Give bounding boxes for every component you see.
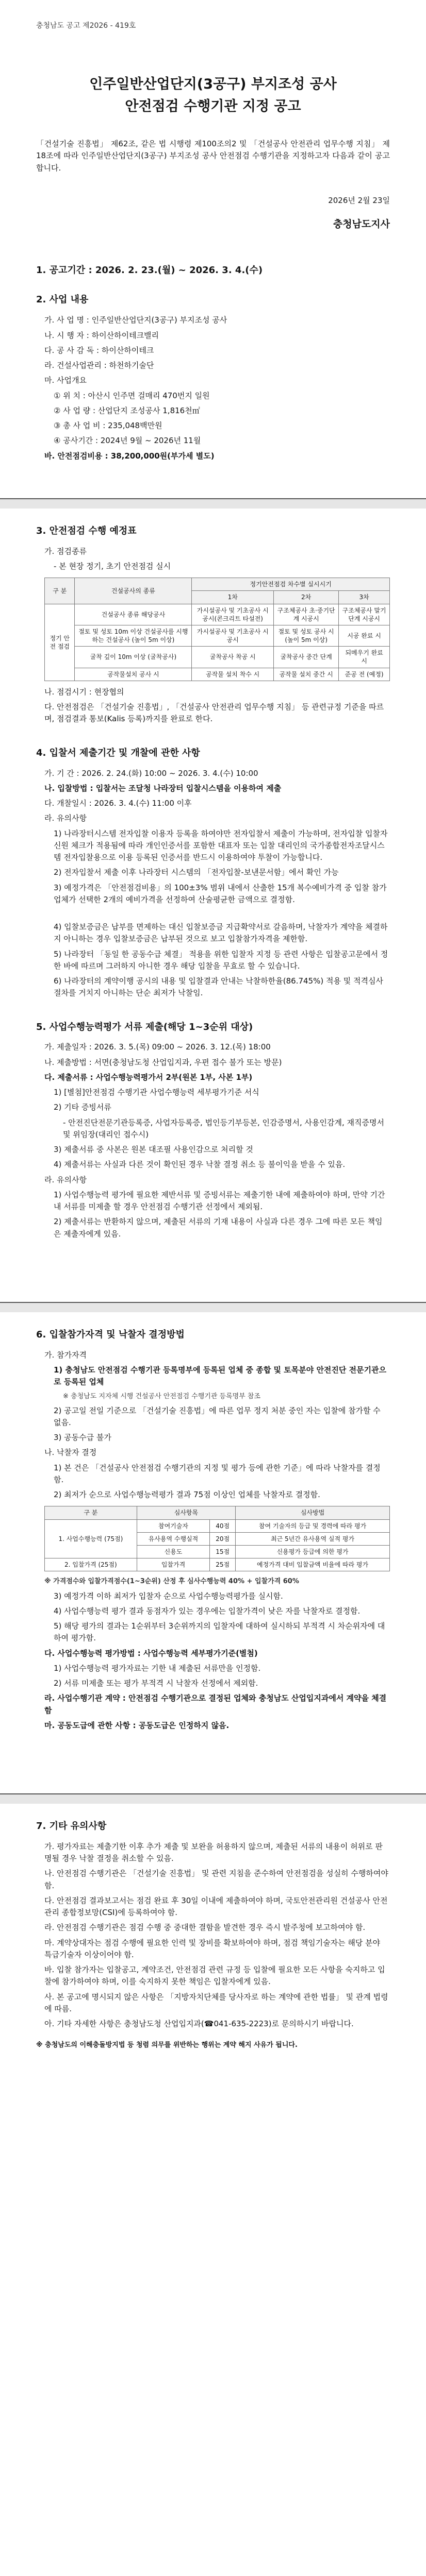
table-cell: 입찰가격 xyxy=(137,1558,210,1571)
table-cell: 굴착공사 착공 시 xyxy=(192,647,274,668)
list-item: 마. 계약상대자는 점검 수행에 필요한 인력 및 장비를 확보하여야 하며, 점검 책임기술자는 해당 분야 특급기술자 이상이어야 함. xyxy=(44,1938,381,1959)
table-cell: 20점 xyxy=(210,1532,236,1545)
list-item: 바. 입찰 참가자는 입찰공고, 계약조건, 안전점검 관련 규정 등 입찰에 필요한 모든 사항을 숙지하고 입찰에 참가하여야 하며, 이를 숙지하지 못한 책임은 입찰자에게 있음. xyxy=(44,1965,385,1987)
table-cell: 2. 입찰가격 (25점) xyxy=(45,1558,137,1571)
list-item: 2) 공고일 전일 기준으로 「건설기술 진흥법」에 따른 업무 정지 처분 중인 자는 입찰에 참가할 수 없음. xyxy=(54,1405,381,1427)
caution-item: 2) 제출서류는 반환하지 않으며, 제출된 서류의 기재 내용이 사실과 다른 경우 그에 따른 모든 책임은 제출자에게 있음. xyxy=(54,1217,383,1239)
table-cell: 구조체공사 초·중기단계 시공시 xyxy=(274,604,339,625)
table-cell: 공작물 설치 중간 시 xyxy=(274,668,339,681)
caution-item: 1) 사업수행능력 평가에 필요한 제반서류 및 증빙서류는 제출기한 내에 제출하여야 하며, 만약 기간 내 서류를 미제출 할 경우 안전점검 수행기관 선정에서 제외됨. xyxy=(54,1190,385,1212)
table-cell: 준공 전 (예정) xyxy=(339,668,390,681)
table-cell: 유사용역 수행실적 xyxy=(137,1532,210,1545)
table-cell: 시공 완료 시 xyxy=(339,625,390,646)
table-row xyxy=(45,647,390,668)
gazette-number: 충청남도 공고 제2026 - 419호 xyxy=(36,22,136,30)
list-item: 나. 제출방법 : 서면(충청남도청 산업입지과, 우편 접수 불가 또는 방문) xyxy=(44,1057,282,1067)
section-divider xyxy=(36,498,390,509)
sub-heading: 나. 점검시기 : 현장협의 xyxy=(44,687,124,697)
sub-heading: 라. 사업수행기관 계약 : 안전점검 수행기관으로 결정된 업체와 충청남도 산업입지과에서 계약을 체결함 xyxy=(44,1693,387,1715)
list-item: 1) 사업수행능력 평가자료는 기한 내 제출된 서류만을 인정함. xyxy=(54,1663,261,1673)
doc-item: - 안전진단전문기관등록증, 사업자등록증, 법인등기부등본, 인감증명서, 사용인감계, 재직증명서 및 위임장(대리인 접수시) xyxy=(63,1117,384,1139)
section-3-heading: 3. 안전점검 수행 예정표 xyxy=(36,525,137,536)
table-header: 구 분 xyxy=(45,1506,137,1519)
list-item: 가. 제출일자 : 2026. 3. 5.(목) 09:00 ~ 2026. 3. 12.(목) 18:00 xyxy=(44,1042,271,1052)
table-header: 구 분 xyxy=(45,578,75,604)
list-note: ※ 충청남도 지자체 시행 건설공사 안전점검 수행기관 등록명부 참조 xyxy=(63,1392,261,1400)
table-row xyxy=(45,1558,390,1571)
section-5-heading: 5. 사업수행능력평가 서류 제출(해당 1~3순위 대상) xyxy=(36,1021,253,1032)
list-item: 마. 사업개요 xyxy=(44,376,87,385)
sub-heading: 라. 유의사항 xyxy=(44,1175,87,1184)
table-cell: 구조체공사 말기단계 시공시 xyxy=(339,604,390,625)
section-7-heading: 7. 기타 유의사항 xyxy=(36,1821,107,1832)
table-cell: 15점 xyxy=(210,1545,236,1558)
sub-heading: 가. 참가자격 xyxy=(44,1350,87,1360)
list-item: 사. 본 공고에 명시되지 않은 사항은 「지방자치단체를 당사자로 하는 계약에 관한 법률」 및 관계 법령에 따름. xyxy=(44,1992,388,2013)
list-item: 2) 최저가 순으로 사업수행능력평가 결과 75점 이상인 업체를 낙찰자로 결정함. xyxy=(54,1490,320,1500)
table-cell: 공작물 설치 착수 시 xyxy=(192,668,274,681)
sub-heading: 다. 안전점검은 「건설기술 진흥법」, 「건설공사 안전관리 업무수행 지침」 등 관련규정 기준을 따르며, 점검결과 통보(Kalis 등록)까지를 완료로 한다. xyxy=(44,702,384,724)
list-item: 나. 시 행 자 : 하이산하이테크밸리 xyxy=(44,330,159,340)
table-cell: 공작물설치 공사 시 xyxy=(75,668,192,681)
table-cell: 가시설공사 및 기초공사 시공시 xyxy=(192,625,274,646)
table-header: 심사항목 xyxy=(137,1506,235,1519)
table-cell: 최근 5년간 유사용역 실적 평가 xyxy=(236,1532,390,1545)
sub-heading: 마. 공동도급에 관한 사항 : 공동도급은 인정하지 않음. xyxy=(44,1720,230,1730)
table-cell: 되메우기 완료 시 xyxy=(339,647,390,668)
sub-heading: 나. 낙찰자 결정 xyxy=(44,1448,97,1458)
list-item: 가. 사 업 명 : 인주일반산업단지(3공구) 부지조성 공사 xyxy=(44,315,227,325)
list-item: 나. 안전점검 수행기관은 「건설기술 진흥법」 및 관련 지침을 준수하여 안전점검을 성실히 수행하여야 함. xyxy=(44,1869,388,1890)
sub-heading: 다. 사업수행능력 평가방법 : 사업수행능력 세부평가기준(별첨) xyxy=(44,1648,258,1658)
table-cell: 참여 기술자의 등급 및 경력에 따라 평가 xyxy=(236,1519,390,1532)
table-cell: 신용도 xyxy=(137,1545,210,1558)
list-item: 나. 입찰방법 : 입찰서는 조달청 나라장터 입찰시스템을 이용하여 제출 xyxy=(44,783,282,793)
final-note: ※ 충청남도의 이해충돌방지법 등 청렴 의무를 위반하는 행위는 계약 해지 사유가 됩니다. xyxy=(36,2041,298,2049)
table-cell: 25점 xyxy=(210,1558,236,1571)
note-item: 1) 나라장터시스템 전자입찰 이용자 등록을 하여야만 전자입찰서 제출이 가능하며, 전자입찰 입찰자 신원 체크가 적용됨에 따라 개인인증서를 포함한 대표자 또는 입찰 대리인의 국가종합전자조달시스템 전자입찰용으로 이용 등록된 인증서를 반드시 이용하여야 투찰이 가능합니다. xyxy=(54,828,388,862)
note-item: 6) 나라장터의 계약이행 공시의 내용 및 입찰결과 안내는 낙찰하한율(86.745%) 적용 및 적격심사 절차를 거치지 아니하는 단순 최저가 낙찰임. xyxy=(54,976,383,998)
note-item: 2) 전자입찰서 제출 이후 나라장터 시스템의 「전자입찰-보낸문서함」에서 확인 가능 xyxy=(54,868,339,877)
section-divider xyxy=(36,1793,390,1804)
overview-item: ① 위 치 : 아산시 인주면 걸매리 470번지 일원 xyxy=(54,391,210,400)
note-item: 5) 나라장터 「동일 한 공동수급 체결」 적용을 위한 입찰자 지정 등 관련 사항은 입찰공고문에서 정한 바에 따르며 그러하지 아니한 경우 해당 입찰을 무효로 할 수 있습니다. xyxy=(54,949,388,971)
doc-item: 4) 제출서류는 사실과 다른 것이 확인된 경우 낙찰 결정 취소 등 불이익을 받을 수 있음. xyxy=(54,1160,346,1170)
table-header: 1차 xyxy=(192,591,274,604)
overview-item: ② 사 업 량 : 산업단지 조성공사 1,816천㎡ xyxy=(54,405,200,415)
table-header: 2차 xyxy=(274,591,339,604)
table-row xyxy=(45,668,390,681)
budget-line: 바. 안전점검비용 : 38,200,000원(부가세 별도) xyxy=(44,451,215,461)
table-cell: 예정가격 대비 입찰금액 비율에 따라 평가 xyxy=(236,1558,390,1571)
list-item: 라. 건설사업관리 : 하천하기술단 xyxy=(44,361,154,370)
table-row xyxy=(45,1519,390,1532)
list-item: 3) 공동수급 불가 xyxy=(54,1433,111,1443)
table-cell: 굴착 깊이 10m 이상 (굴착공사) xyxy=(75,647,192,668)
table-row xyxy=(45,625,390,646)
list-item: 가. 평가자료는 제출기한 이후 추가 제출 및 보완을 허용하지 않으며, 제출된 서류의 내용이 허위로 판명될 경우 낙찰 결정을 취소할 수 있음. xyxy=(44,1841,383,1863)
section-2-heading: 2. 사업 내용 xyxy=(36,294,89,306)
list-item: 1) 충청남도 안전점검 수행기관 등록명부에 등록된 업체 중 종합 및 토목분야 안전진단 전문기관으로 등록된 업체 xyxy=(54,1365,387,1387)
table-cell: 굴착공사 중간 단계 xyxy=(274,647,339,668)
list-item: 가. 기 간 : 2026. 2. 24.(화) 10:00 ~ 2026. 3. 4.(수) 10:00 xyxy=(44,768,258,778)
list-item: 5) 해당 평가의 결과는 1순위부터 3순위까지의 입찰자에 대하여 실시하되 부적격 시 차순위자에 대하여 평가함. xyxy=(54,1621,385,1643)
issuer: 충청남도지사 xyxy=(333,218,390,230)
table-header: 정기안전점검 차수별 실시시기 xyxy=(192,578,390,591)
list-item: 아. 기타 자세한 사항은 충청남도청 산업입지과(☎041-635-2223)로 문의하시기 바랍니다. xyxy=(44,2019,354,2029)
doc-item: 1) [별첨]안전점검 수행기관 사업수행능력 세부평가기준 서식 xyxy=(54,1088,259,1097)
overview-item: ④ 공사기간 : 2024년 9월 ~ 2026년 11월 xyxy=(54,436,201,446)
doc-item: 3) 제출서류 중 사본은 원본 대조필 사용인감으로 처리할 것 xyxy=(54,1145,253,1155)
table-cell: 절토 및 성토 공사 시 (높이 5m 이상) xyxy=(274,625,339,646)
list-item: 다. 안전점검 결과보고서는 점검 완료 후 30일 이내에 제출하여야 하며, 국토안전관리원 건설공사 안전관리 종합정보망(CSI)에 등록하여야 함. xyxy=(44,1895,388,1918)
table-cell: 1. 사업수행능력 (75점) xyxy=(45,1519,137,1558)
list-item: 4) 사업수행능력 평가 결과 동점자가 있는 경우에는 입찰가격이 낮은 자를 낙찰자로 결정함. xyxy=(54,1606,361,1616)
sub-desc: - 본 현장 정기, 초기 안전점검 실시 xyxy=(54,561,171,571)
list-item: 3) 예정가격 이하 최저가 입찰자 순으로 사업수행능력평가를 실시함. xyxy=(54,1591,283,1601)
title-line-1: 인주일반산업단지(3공구) 부지조성 공사 xyxy=(89,76,337,92)
table-cell: 건설공사 종류 해당공사 xyxy=(75,604,192,625)
table-header: 3차 xyxy=(339,591,390,604)
table-cell: 참여기술자 xyxy=(137,1519,210,1532)
section-6-heading: 6. 입찰참가자격 및 낙찰자 결정방법 xyxy=(36,1329,185,1340)
overview-item: ③ 총 사 업 비 : 235,048백만원 xyxy=(54,421,162,431)
table-cell: 신용평가 등급에 의한 평가 xyxy=(236,1545,390,1558)
sub-heading: 가. 점검종류 xyxy=(44,546,87,556)
page-title xyxy=(36,73,390,117)
notice-date: 2026년 2월 23일 xyxy=(328,195,390,205)
note-item: 4) 입찰보증금은 납부를 면제하는 대신 입찰보증금 지급확약서로 갈음하며, 낙찰자가 계약을 체결하지 아니하는 경우 입찰보증금은 납부된 것으로 보고 입찰참가자격을 제한함. xyxy=(54,922,388,944)
list-item: 다. 제출서류 : 사업수행능력평가서 2부(원본 1부, 사본 1부) xyxy=(44,1072,253,1082)
intro-paragraph: 「건설기술 진흥법」 제62조, 같은 법 시행령 제100조의2 및 「건설공사 안전관리 업무수행 지침」 제18조에 따라 인주일반산업단지(3공구) 부지조성 공사 안전점검 수행기관을 지정하고자 다음과 같이 공고합니다. xyxy=(36,139,390,173)
table-cell: 절토 및 성토 10m 이상 건설공사를 시행하는 건설공사 (높이 5m 이상) xyxy=(75,625,192,646)
inspection-schedule-table xyxy=(44,578,390,681)
table-cell: 가시설공사 및 기초공사 시공시(콘크리트 타설전) xyxy=(192,604,274,625)
note-item: 3) 예정가격은 「안전점검비용」의 100±3% 범위 내에서 산출한 15개 복수예비가격 중 입찰 참가업체가 선택한 2개의 예비가격을 선정하여 산술평균한 금액으로 결정함. xyxy=(54,883,387,904)
table-header: 심사방법 xyxy=(236,1506,390,1519)
section-divider xyxy=(36,1302,390,1312)
list-item: 다. 공 사 감 독 : 하이산하이테크 xyxy=(44,345,154,355)
table-cell: 40점 xyxy=(210,1519,236,1532)
table-header: 건설공사의 종류 xyxy=(75,578,192,604)
table-cell: 정기 안전 점검 xyxy=(45,604,75,681)
list-item: 라. 안전점검 수행기관은 점검 수행 중 중대한 결함을 발견한 경우 즉시 발주청에 보고하여야 함. xyxy=(44,1923,366,1933)
section-1-heading: 1. 공고기간 : 2026. 2. 23.(월) ~ 2026. 3. 4.(수) xyxy=(36,264,263,276)
list-item: 1) 본 건은 「건설공사 안전점검 수행기관의 지정 및 평가 등에 관한 기준」에 따라 낙찰자를 결정함. xyxy=(54,1463,381,1484)
sub-heading: 라. 유의사항 xyxy=(44,814,87,823)
table-note: ※ 가격점수와 입찰가격점수(1~3순위) 산정 후 심사수행능력 40% + 입찰가격 60% xyxy=(44,1578,299,1586)
list-item: 다. 개찰일시 : 2026. 3. 4.(수) 11:00 이후 xyxy=(44,799,192,808)
doc-item: 2) 기타 증빙서류 xyxy=(54,1103,111,1112)
section-4-heading: 4. 입찰서 제출기간 및 개찰에 관한 사항 xyxy=(36,747,200,758)
title-line-2: 안전점검 수행기관 지정 공고 xyxy=(125,98,301,114)
evaluation-table xyxy=(44,1506,390,1571)
list-item: 2) 서류 미제출 또는 평가 부적격 시 낙찰자 선정에서 제외함. xyxy=(54,1679,258,1688)
table-row xyxy=(45,604,390,625)
